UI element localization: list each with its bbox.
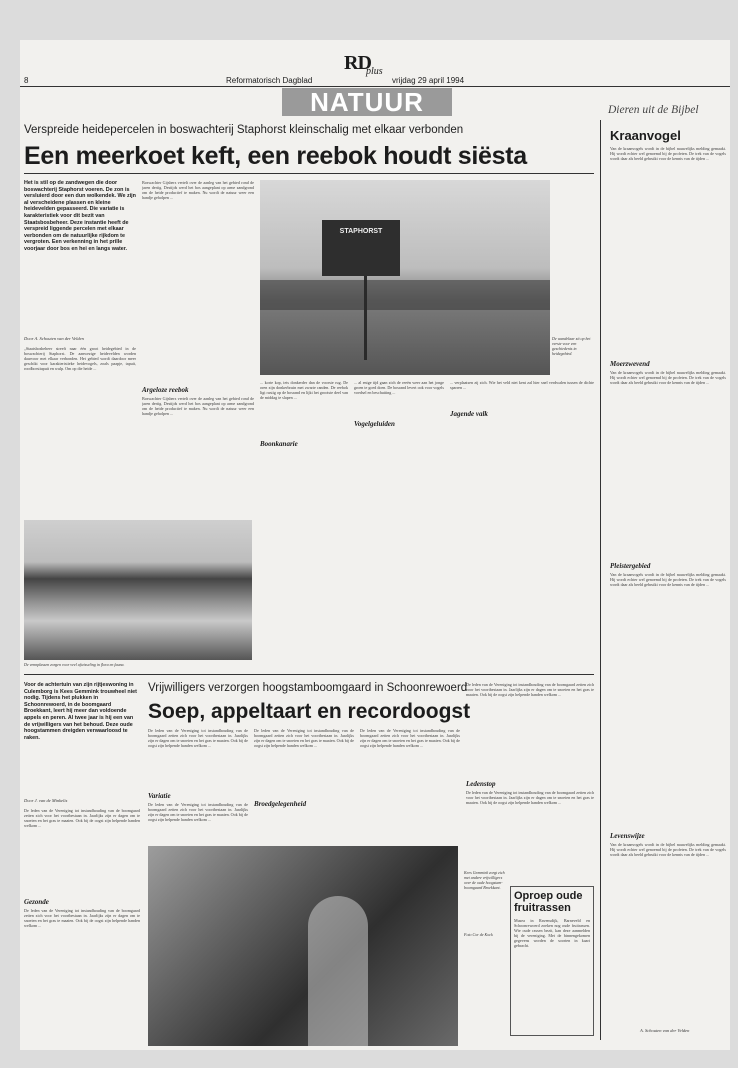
article1-col2b: Boswachter Gijsbers vertelt over de aanleg van het gebied rond de jaren dertig. Destijds werd het bos aangeplant op arme zandgrond om de heide productief te maken. Nu wordt de natuur weer een handje geholpen ... [142, 396, 254, 416]
paper-name: Reformatorisch Dagblad [226, 76, 313, 85]
notice-body: Musea in Ravensdijk, Barneveld en Schoonrewoerd zoeken nog oude fruitrassen. Wie oude rassen bezit, kan deze aanmelden bij de vereniging. Met de binnengekomen gegevens worden de soorten in kaart gebracht. [514, 918, 590, 948]
page-number: 8 [24, 76, 29, 85]
article2-photo-orchard [148, 846, 458, 1046]
article2-body-col5b: De leden van de Vereniging tot instandhouding van de boomgaard zetten zich voor het voortbestaan in. Jaarlijks zijn er dagen om te snoeien en het gras te maaien. Ook bij de oogst zijn helpende handen welkom ... [466, 790, 594, 805]
article2-photo-credit: Foto Cor de Kock [464, 932, 493, 937]
notice-title: Oproep oude fruitrassen [514, 890, 583, 914]
page-date: vrijdag 29 april 1994 [392, 76, 465, 85]
column-body: Van de kraanvogels wordt in de bijbel nauwelijks melding gemaakt. Hij wordt echter wel genoemd bij de profeten. De trek van de vogels wordt daar als beeld gebruikt voor de kennis van de tijden ... [610, 146, 726, 161]
article2-headline: Soep, appeltaart en recordoogst [148, 700, 471, 723]
article2-body-col3: De leden van de Vereniging tot instandhouding van de boomgaard zetten zich voor het voortbestaan in. Jaarlijks zijn er dagen om te snoeien en het gras te maaien. Ook bij de oogst zijn helpende handen welkom ... [254, 728, 354, 748]
article2-byline: Door J. van de Minkelis [24, 798, 68, 803]
subhead-levenswijze: Levenswijze [610, 832, 645, 840]
article2-body-col4: De leden van de Vereniging tot instandhouding van de boomgaard zetten zich voor het voortbestaan in. Jaarlijks zijn er dagen om te snoeien en het gras te maaien. Ook bij de oogst zijn helpende handen welkom ... [360, 728, 460, 748]
article1-rule [24, 173, 594, 174]
article2-rule-top [24, 674, 594, 675]
subhead-meerzwevend: Moerzwevend [610, 360, 650, 368]
column-body2: Van de kraanvogels wordt in de bijbel nauwelijks melding gemaakt. Hij wordt echter wel genoemd bij de profeten. De trek van de vogels wordt daar als beeld gebruikt voor de kennis van de tijden ... [610, 370, 726, 385]
article1-col5: ... verplaatsen zij zich. Wie het veld niet kent zal hier snel verdwalen tussen de dichte sparren ... [450, 380, 594, 390]
newspaper-page [20, 40, 730, 1050]
column-body4: Van de kraanvogels wordt in de bijbel nauwelijks melding gemaakt. Hij wordt echter wel genoemd bij de profeten. De trek van de vogels wordt daar als beeld gebruikt voor de kennis van de tijden ... [610, 842, 726, 857]
column-body3: Van de kraanvogels wordt in de bijbel nauwelijks melding gemaakt. Hij wordt echter wel genoemd bij de profeten. De trek van de vogels wordt daar als beeld gebruikt voor de kennis van de tijden ... [610, 572, 726, 587]
article2-body-col2b: De leden van de Vereniging tot instandhouding van de boomgaard zetten zich voor het voortbestaan in. Jaarlijks zijn er dagen om te snoeien en het gras te maaien. Ook bij de oogst zijn helpende handen welkom ... [148, 802, 248, 822]
subhead-ledenstop: Ledenstop [466, 780, 496, 788]
article1-byline: Door A. Schouten van der Velden [24, 336, 84, 341]
subhead-gezond: Gezonde [24, 898, 49, 906]
article2-lead: Voor de achtertuin van zijn rijtjeswoning in Culemborg is Kees Gemmink trouwheel niet nodig. Tijdens het plukken in Schoonrewoerd, in de boomgaard Broekkant, leert hij meer dan voldoende appels en peren. Al twee jaar is hij een van de vrijwilligers van het behoud. Deze oude hoogstammen dreigden verwaarloosd te raken. [24, 682, 137, 741]
paper-logo: RD [344, 52, 371, 74]
column-signature: A. Schouten van der Velden [640, 1028, 690, 1033]
subhead-variatie: Variatie [148, 792, 171, 800]
column-divider [600, 120, 601, 1040]
article1-col4: ... al enige tijd gaan zich de reeën weer aan het jonge groen te goed doen. De bosrand levert ook voor vogels voedsel en beschutting ... [354, 380, 444, 395]
subhead-vogelgeluiden: Vogelgeluiden [354, 420, 395, 428]
article2-kicker: Vrijwilligers verzorgen hoogstamboomgaard in Schoonrewoerd [148, 682, 468, 694]
photo1-caption: De wandelaar zit op het verste voor een geschiedenis in heidegebied. [552, 336, 591, 356]
subhead-boonkanarie: Boonkanarie [260, 440, 298, 448]
article1-kicker: Verspreide heidepercelen in boswachterij Staphorst kleinschalig met elkaar verbonden [24, 124, 464, 136]
article1-col3: ... korte kop, iets donkerder dan de voorste rug. De oren zijn donkerbruin met zwarte randen. De reebok ligt rustig op de bosrand en lijkt het grootste deel van de middag te slapen ... [260, 380, 348, 400]
article1-col2: Boswachter Gijsbers vertelt over de aanleg van het gebied rond de jaren dertig. Destijds werd het bos aangeplant op arme zandgrond om de heide productief te maken. Nu wordt de natuur weer een handje geholpen ... [142, 180, 254, 200]
article1-lead: Het is stil op de zandwegen die door boswachterij Staphorst voeren. De zon is versluierd door een dun wolkendek. We zijn al verscheidene plassen en kleine heidevelden gepasseerd. Die variatie is karakteristiek voor dit bezit van Staatsbosbeheer. Deze instantie heeft de verspreid liggende percelen met elkaar verbonden om de natuurlijke rijkdom te vergroten. Een verkenning in het prille voorjaar door bos en hei en langs water. [24, 180, 136, 252]
staphorst-sign: STAPHORST [322, 220, 400, 276]
subhead-argeloze: Argeloze reebok [142, 386, 189, 394]
article2-body-col2: De leden van de Vereniging tot instandhouding van de boomgaard zetten zich voor het voortbestaan in. Jaarlijks zijn er dagen om te snoeien en het gras te maaien. Ook bij de oogst zijn helpende handen welkom ... [148, 728, 248, 748]
subhead-jagende: Jagende valk [450, 410, 488, 418]
subhead-pleistergebied: Pleistergebied [610, 562, 651, 570]
notice-box [510, 886, 594, 1036]
photo2-caption: De vennplassen zorgen voor veel afwisseling in flora en fauna. [24, 662, 125, 667]
logo-suffix: plus [366, 66, 383, 77]
treeline [260, 280, 550, 310]
article1-photo-main [260, 180, 550, 375]
article2-body-col1b: De leden van de Vereniging tot instandhouding van de boomgaard zetten zich voor het voortbestaan in. Jaarlijks zijn er dagen om te snoeien en het gras te maaien. Ook bij de oogst zijn helpende handen welkom ... [24, 908, 140, 928]
subhead-broedgelegenheid: Broedgelegenheid [254, 800, 307, 808]
article1-headline: Een meerkoet keft, een reebok houdt siësta [24, 142, 527, 170]
article2-body-col5: De leden van de Vereniging tot instandhouding van de boomgaard zetten zich voor het voortbestaan in. Jaarlijks zijn er dagen om te snoeien en het gras te maaien. Ook bij de oogst zijn helpende handen welkom ... [466, 682, 594, 697]
person-figure [308, 896, 368, 1046]
section-title: NATUUR [282, 88, 452, 116]
column-series-title: Dieren uit de Bijbel [608, 104, 699, 116]
column-title: Kraanvogel [610, 128, 681, 143]
article1-photo-water [24, 520, 252, 660]
article2-photo-caption: Kees Gemmink zorgt zich met andere vrijwilligers over de oude hoogstam-boomgaard Broekkant. [464, 870, 505, 890]
article1-body1: „Staatsbosbeheer streeft naar één groot heidegebied in de boswachterij Staphorst. De aanwezige heidevelden worden daarvoor met elkaar verbonden. Het gebied wordt daardoor meer geschikt voor karakteristieke heidevogels, zoals paapje, tapuit, roodborsttapuit en wulp. Om op die heide ... [24, 346, 136, 371]
article2-body-col1: De leden van de Vereniging tot instandhouding van de boomgaard zetten zich voor het voortbestaan in. Jaarlijks zijn er dagen om te snoeien en het gras te maaien. Ook bij de oogst zijn helpende handen welkom ... [24, 808, 140, 828]
